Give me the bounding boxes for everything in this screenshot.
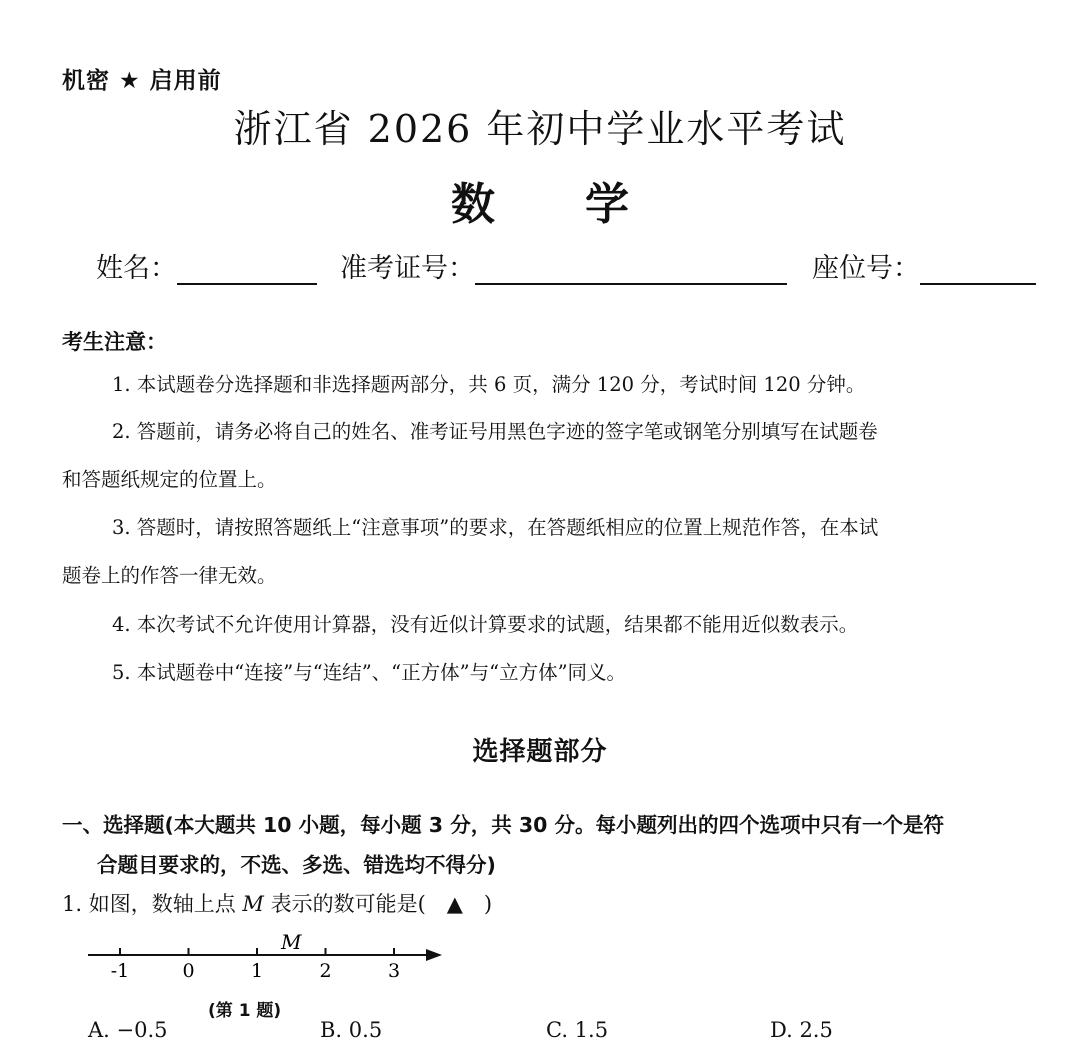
question-1-prefix: 1. 如图，数轴上点 <box>62 892 243 916</box>
number-line-tick-label: 2 <box>319 960 332 982</box>
notice-item: 和答题纸规定的位置上。 <box>62 468 277 491</box>
seat-field <box>812 246 1036 285</box>
name-label: 姓名： <box>96 253 177 284</box>
number-line-tick-label: 1 <box>250 960 264 982</box>
ticket-field <box>340 246 787 285</box>
question-1-point: M <box>242 892 264 916</box>
section-title: 选择题部分 <box>472 737 608 767</box>
number-line-tick-label: -1 <box>110 960 130 982</box>
number-line-tick-label: 3 <box>387 960 401 982</box>
seat-label: 座位号： <box>812 253 920 284</box>
notice-title: 考生注意： <box>62 330 167 354</box>
part-heading: 合题目要求的，不选、多选、错选均不得分) <box>97 853 496 877</box>
number-line-figure <box>80 930 460 990</box>
name-field <box>96 246 317 285</box>
number-line-tick-label: 0 <box>182 960 195 982</box>
option-a: A. −0.5 <box>88 1018 168 1042</box>
notice-item: 题卷上的作答一律无效。 <box>62 564 277 587</box>
subject-title: 数学 <box>451 179 719 230</box>
ticket-blank <box>475 253 787 285</box>
part-heading: 一、选择题(本大题共 10 小题，每小题 3 分，共 30 分。每小题列出的四个选项中只有一个是符 <box>62 813 945 837</box>
notice-item: 4. 本次考试不允许使用计算器，没有近似计算要求的试题，结果都不能用近似数表示。 <box>112 613 859 636</box>
option-c: C. 1.5 <box>546 1018 609 1042</box>
notice-item: 5. 本试题卷中“连接”与“连结”、“正方体”与“立方体”同义。 <box>112 661 627 684</box>
ticket-label: 准考证号： <box>340 253 475 284</box>
notice-item: 3. 答题时，请按照答题纸上“注意事项”的要求，在答题纸相应的位置上规范作答，在本试 <box>112 516 879 539</box>
confidential-mark: 机密 ★ 启用前 <box>62 68 222 94</box>
number-line-arrow-icon <box>426 949 442 961</box>
name-blank <box>177 253 317 285</box>
figure-caption: (第 1 题) <box>208 1001 282 1021</box>
notice-item: 1. 本试题卷分选择题和非选择题两部分，共 6 页，满分 120 分，考试时间 120 分钟。 <box>112 373 866 396</box>
option-d: D. 2.5 <box>770 1018 833 1042</box>
point-m-label: M <box>281 930 302 954</box>
option-b: B. 0.5 <box>320 1018 383 1042</box>
question-1-suffix: 表示的数可能是( ▲ ) <box>263 892 493 916</box>
question-1-stem <box>62 888 492 918</box>
notice-item: 2. 答题前，请务必将自己的姓名、准考证号用黑色字迹的签字笔或钢笔分别填写在试题卷 <box>112 420 878 443</box>
seat-blank <box>920 253 1036 285</box>
exam-title: 浙江省 2026 年初中学业水平考试 <box>233 107 847 151</box>
